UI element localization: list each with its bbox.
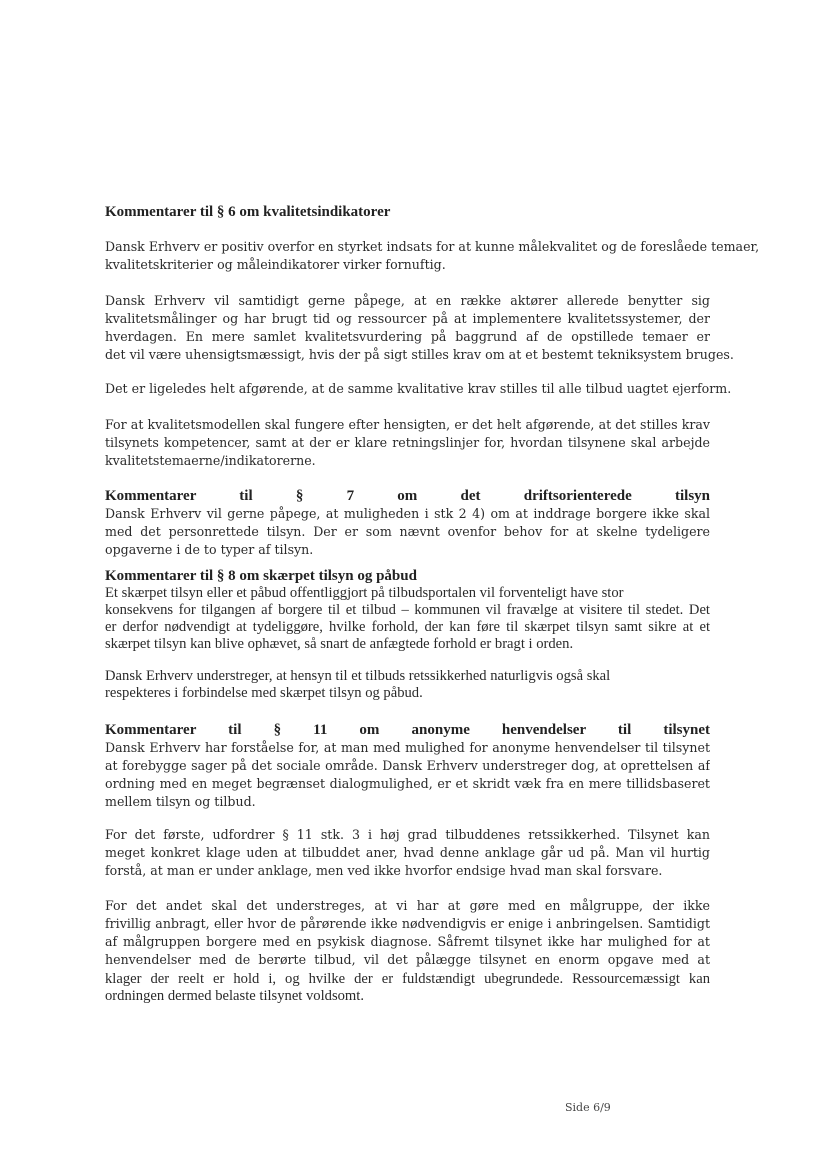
section-8-paragraph-2 xyxy=(105,668,710,702)
paragraph-line: Dansk Erhverv er positiv overfor en styrket indsats for at kunne målekvalitet og de foreslåede temaer, xyxy=(105,239,760,254)
section-6-heading: Kommentarer til § 6 om kvalitetsindikatorer xyxy=(105,204,391,220)
paragraph-line: Det er ligeledes helt afgørende, at de samme kvalitative krav stilles til alle tilbud uagtet ejerform. xyxy=(105,381,732,396)
section-6-paragraph-1 xyxy=(105,238,760,274)
paragraph-line: Et skærpet tilsyn eller et påbud offentliggjort på tilbudsportalen vil forventeligt have stor xyxy=(105,585,624,601)
paragraph-line: Dansk Erhverv har forståelse for, at man med mulighed for anonyme henvendelser til tilsynet xyxy=(105,740,710,755)
paragraph-line: ordningen dermed belaste tilsynet voldsomt. xyxy=(105,988,364,1004)
paragraph-line: kvalitetskriterier og måleindikatorer virker fornuftig. xyxy=(105,257,446,272)
paragraph-line: frivillig anbragt, eller hvor de pårørende ikke nødvendigvis er enige i anbringelsen. Samtidigt xyxy=(105,916,710,931)
section-6-paragraph-4 xyxy=(105,416,710,470)
page-number: Side 6/9 xyxy=(565,1101,611,1114)
paragraph-line: at forebygge sager på det sociale område. Dansk Erhverv understreger dog, at oprettelsen af xyxy=(105,758,710,773)
paragraph-line: forstå, at man er under anklage, men ved ikke hvorfor endsige hvad man skal forsvare. xyxy=(105,863,663,878)
paragraph-line: med det personrettede tilsyn. Der er som nævnt ovenfor behov for at skelne tydeligere xyxy=(105,524,710,539)
section-7 xyxy=(105,487,710,559)
paragraph-line: skærpet tilsyn kan blive ophævet, så snart de anfægtede forhold er bragt i orden. xyxy=(105,636,574,652)
section-11 xyxy=(105,721,710,811)
paragraph-line: det vil være uhensigtsmæssigt, hvis der på sigt stilles krav om at et bestemt tekniksystem bruges. xyxy=(105,347,734,362)
paragraph-line: kvalitetsmålinger og har brugt tid og ressourcer på at implementere kvalitetssystemer, der xyxy=(105,311,710,326)
section-6-paragraph-3 xyxy=(105,380,732,398)
paragraph-line: For det første, udfordrer § 11 stk. 3 i høj grad tilbuddenes retssikkerhed. Tilsynet kan xyxy=(105,827,710,842)
paragraph-line: tilsynets kompetencer, samt at der er klare retningslinjer for, hvordan tilsynene skal arbejde xyxy=(105,435,710,450)
paragraph-line: Dansk Erhverv vil samtidigt gerne påpege, at en række aktører allerede benytter sig xyxy=(105,293,710,308)
paragraph-line: kvalitetstemaerne/indikatorerne. xyxy=(105,453,316,468)
section-11-heading: Kommentarer til § 11 om anonyme henvendelser til tilsynet xyxy=(105,722,710,738)
paragraph-line: mellem tilsyn og tilbud. xyxy=(105,794,256,809)
section-7-heading: Kommentarer til § 7 om det driftsorienterede tilsyn xyxy=(105,488,710,504)
paragraph-line: af målgruppen borgere med en psykisk diagnose. Såfremt tilsynet ikke har mulighed for at xyxy=(105,934,710,949)
paragraph-line: meget konkret klage uden at tilbuddet aner, hvad denne anklage går ud på. Man vil hurtig xyxy=(105,845,710,860)
paragraph-line: er derfor nødvendigt at tydeliggøre, hvilke forhold, der kan føre til skærpet tilsyn samt sikre at et xyxy=(105,619,710,635)
paragraph-line: For at kvalitetsmodellen skal fungere efter hensigten, er det helt afgørende, at det stilles krav xyxy=(105,417,710,432)
paragraph-line: henvendelser med de berørte tilbud, vil det pålægge tilsynet en enorm opgave med at xyxy=(105,952,710,967)
section-11-paragraph-2 xyxy=(105,826,710,880)
section-8-heading: Kommentarer til § 8 om skærpet tilsyn og påbud xyxy=(105,568,417,584)
paragraph-line: Dansk Erhverv understreger, at hensyn til et tilbuds retssikkerhed naturligvis også skal xyxy=(105,668,611,684)
paragraph-line: respekteres i forbindelse med skærpet tilsyn og påbud. xyxy=(105,685,423,701)
paragraph-line: ordning med en meget begrænset dialogmulighed, er et skridt væk fra en mere tillidsbaseret xyxy=(105,776,710,791)
paragraph-line: Dansk Erhverv vil gerne påpege, at muligheden i stk 2 4) om at inddrage borgere ikke skal xyxy=(105,506,710,521)
section-6 xyxy=(105,203,710,221)
paragraph-line: hverdagen. En mere samlet kvalitetsvurdering på baggrund af de opstillede temaer er xyxy=(105,329,710,344)
paragraph-line: For det andet skal det understreges, at vi har at gøre med en målgruppe, der ikke xyxy=(105,898,710,913)
section-11-paragraph-3-cont xyxy=(105,971,710,1005)
section-11-paragraph-3 xyxy=(105,897,710,969)
section-6-paragraph-2 xyxy=(105,292,734,364)
paragraph-line: klager der reelt er hold i, og hvilke der er fuldstændigt ubegrundede. Ressourcemæssigt kan xyxy=(105,971,710,987)
section-8 xyxy=(105,567,710,653)
paragraph-line: konsekvens for tilgangen af borgere til et tilbud – kommunen vil fravælge at visitere til stedet. Det xyxy=(105,602,710,618)
paragraph-line: opgaverne i de to typer af tilsyn. xyxy=(105,542,314,557)
